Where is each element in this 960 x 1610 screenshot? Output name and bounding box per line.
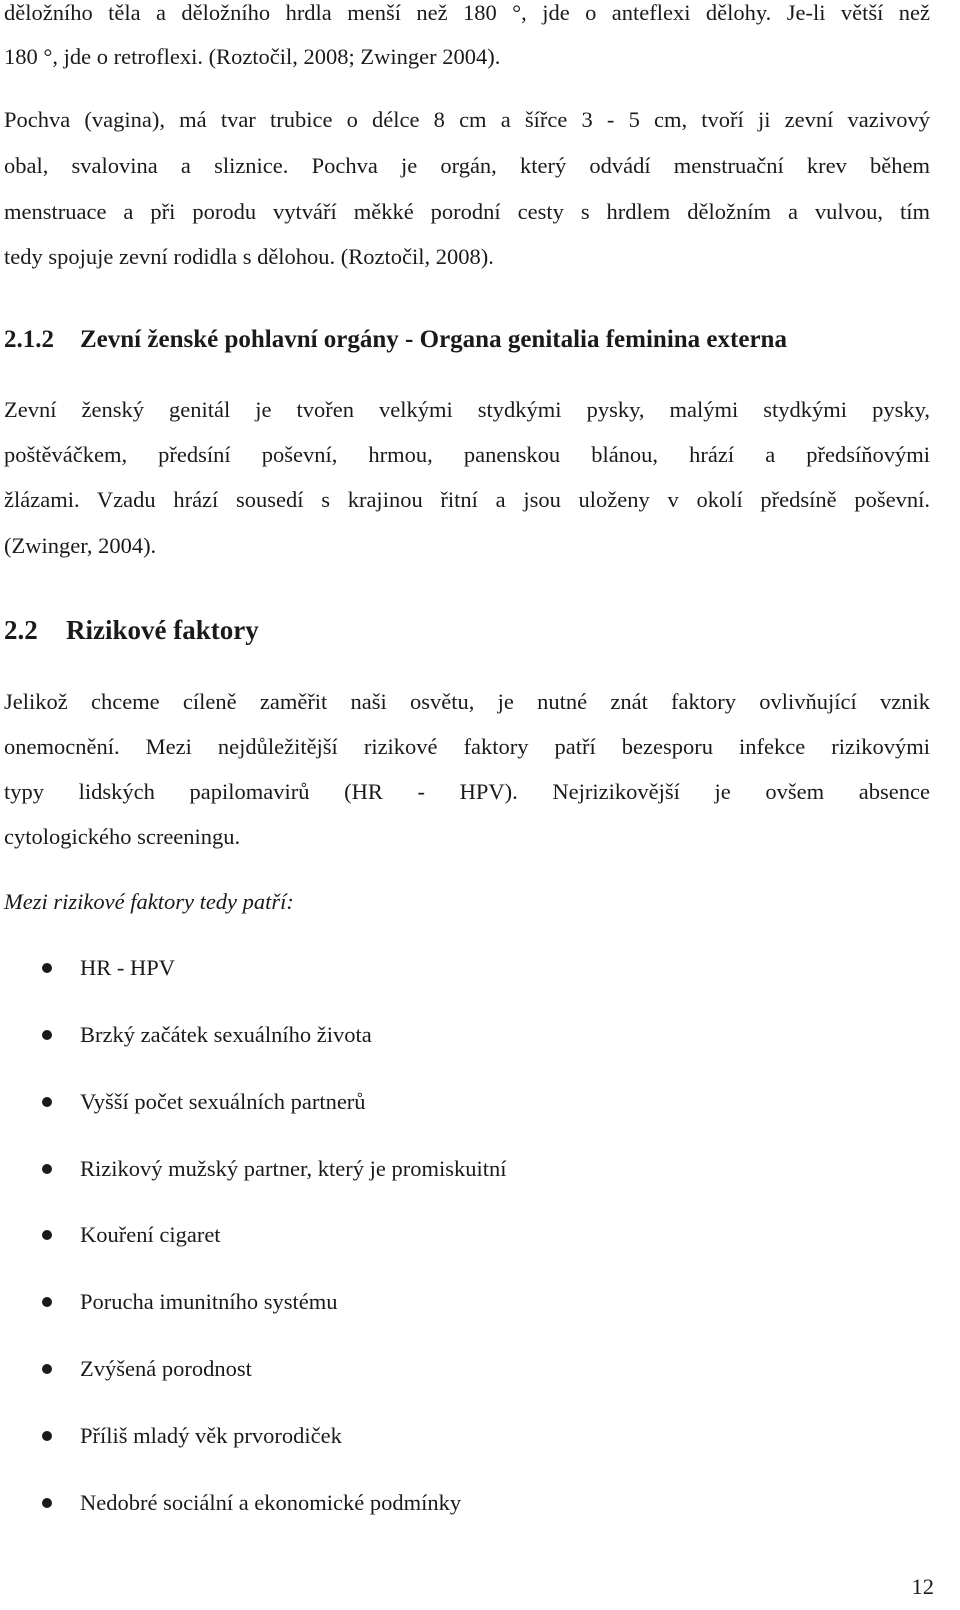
paragraph-line: menstruace a při porodu vytváří měkké porodní cesty s hrdlem děložním a vulvou, tím	[4, 199, 930, 224]
section-title: Rizikové faktory	[66, 615, 259, 645]
section-heading	[4, 326, 787, 354]
list-item-text: Vyšší počet sexuálních partnerů	[80, 1089, 366, 1114]
paragraph-line: typy lidských papilomavirů (HR - HPV). Nejrizikovější je ovšem absence	[4, 779, 930, 804]
paragraph-line: (Zwinger, 2004).	[4, 533, 157, 558]
section-number: 2.2	[4, 615, 38, 645]
bullet-icon	[42, 1431, 52, 1441]
bullet-icon	[42, 1164, 52, 1174]
list-item-text: Příliš mladý věk prvorodiček	[80, 1423, 342, 1448]
bullet-icon	[42, 1498, 52, 1508]
bullet-icon	[42, 963, 52, 973]
list-item-text: Zvýšená porodnost	[80, 1356, 252, 1381]
list-item-text: Rizikový mužský partner, který je promiskuitní	[80, 1156, 507, 1181]
bullet-icon	[42, 1230, 52, 1240]
paragraph-line: obal, svalovina a sliznice. Pochva je orgán, který odvádí menstruační krev během	[4, 153, 930, 178]
list-item-text: Porucha imunitního systému	[80, 1289, 338, 1314]
section-heading	[4, 615, 259, 646]
paragraph-line: cytologického screeningu.	[4, 824, 241, 849]
list-intro: Mezi rizikové faktory tedy patří:	[4, 889, 294, 914]
bullet-icon	[42, 1030, 52, 1040]
bullet-icon	[42, 1097, 52, 1107]
section-title: Zevní ženské pohlavní orgány - Organa genitalia feminina externa	[80, 326, 787, 353]
paragraph-line: Jelikož chceme cíleně zaměřit naši osvětu, je nutné znát faktory ovlivňující vznik	[4, 689, 930, 714]
section-number: 2.1.2	[4, 326, 54, 353]
paragraph-line: poštěváčkem, předsíní poševní, hrmou, panenskou blánou, hrází a předsíňovými	[4, 442, 930, 467]
paragraph-line: děložního těla a děložního hrdla menší než 180 °, jde o anteflexi dělohy. Je-li větší než	[4, 0, 930, 25]
list-item-text: HR - HPV	[80, 955, 176, 980]
paragraph-line: Zevní ženský genitál je tvořen velkými stydkými pysky, malými stydkými pysky,	[4, 397, 930, 422]
document-page	[4, 0, 930, 1610]
bullet-icon	[42, 1297, 52, 1307]
list-item-text: Kouření cigaret	[80, 1222, 221, 1247]
list-item-text: Nedobré sociální a ekonomické podmínky	[80, 1490, 462, 1515]
bullet-icon	[42, 1364, 52, 1374]
paragraph-line: 180 °, jde o retroflexi. (Roztočil, 2008; Zwinger 2004).	[4, 44, 501, 69]
paragraph-line: Pochva (vagina), má tvar trubice o délce 8 cm a šířce 3 - 5 cm, tvoří ji zevní vazivový	[4, 107, 930, 132]
list-item-text: Brzký začátek sexuálního života	[80, 1022, 372, 1047]
paragraph-line: žlázami. Vzadu hrází sousedí s krajinou řitní a jsou uloženy v okolí předsíně poševní.	[4, 487, 930, 512]
paragraph-line: tedy spojuje zevní rodidla s dělohou. (Roztočil, 2008).	[4, 244, 494, 269]
page-number: 12	[911, 1574, 934, 1599]
paragraph-line: onemocnění. Mezi nejdůležitější rizikové faktory patří bezesporu infekce rizikovými	[4, 734, 930, 759]
